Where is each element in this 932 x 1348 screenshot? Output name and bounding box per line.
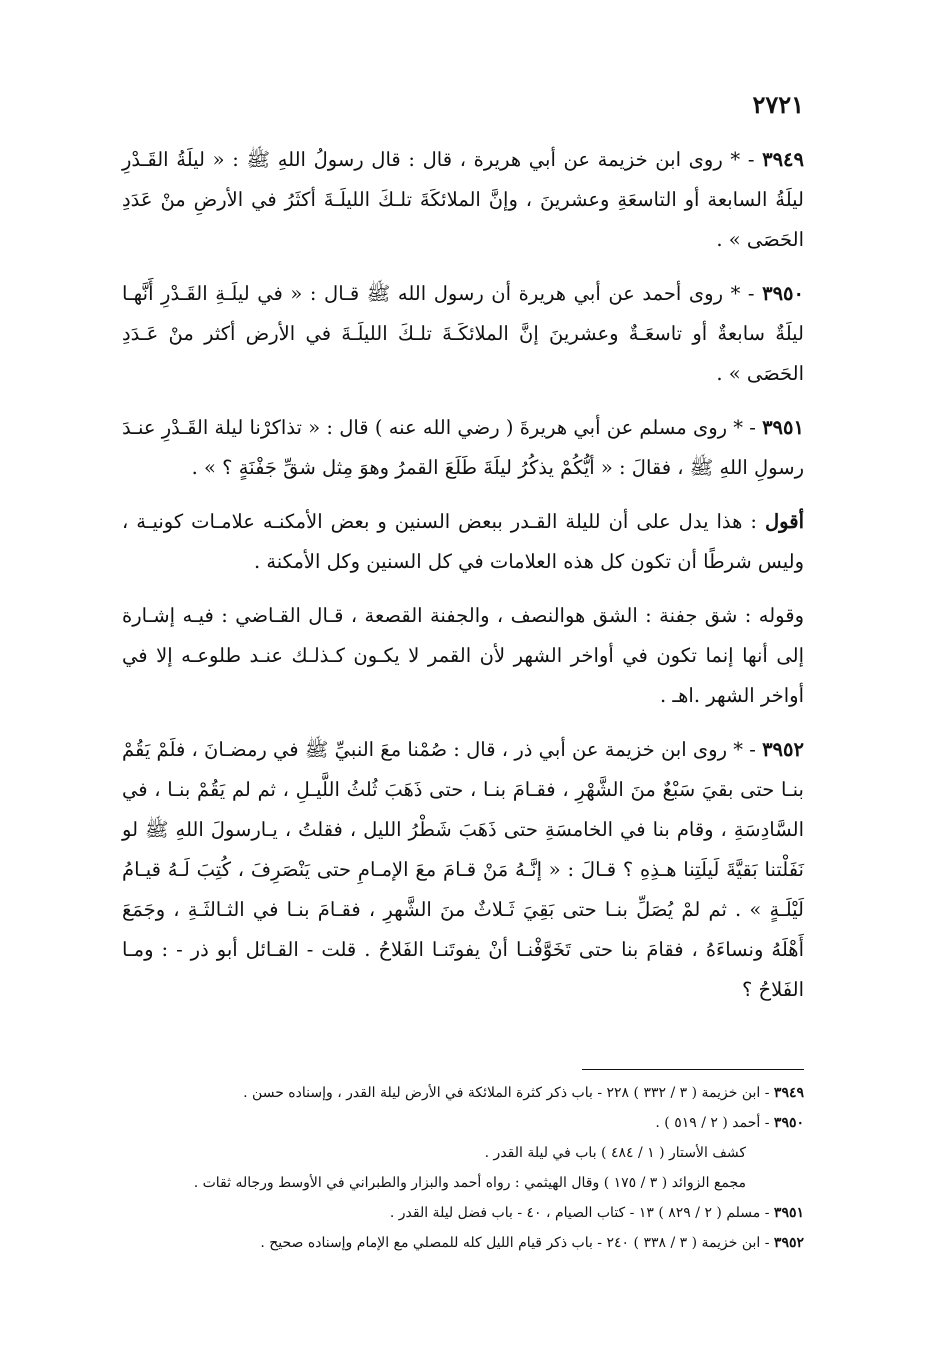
hadith-number: ٣٩٥٢ xyxy=(762,738,804,761)
hadith-3951 xyxy=(122,408,804,488)
hadith-text: - * روى مسلم عن أبي هريرةَ ( رضي الله عنه ) قال : « تذاكرْنا ليلة القَـدْرِ عنـدَ رسولِ اللهِ ﷺ ، فقالَ : « أيُّكُمْ يذكُرُ ليلَةَ طَلَعَ القمرُ وهوَ مِثل شقِّ جَفْنَةٍ ؟ » . xyxy=(122,416,804,479)
footnote-3951 xyxy=(122,1198,804,1228)
footnote-3952 xyxy=(122,1228,804,1258)
footnote-text: - أحمد ( ٢ / ٥١٩ ) . xyxy=(655,1115,770,1131)
commentary-lead: أقول xyxy=(765,510,804,533)
footnote-number: ٣٩٥٢ xyxy=(773,1235,804,1251)
hadith-3950 xyxy=(122,274,804,394)
hadith-text: - * روى أحمد عن أبي هريرة أن رسول الله ﷺ قـال : « في ليلَـةِ القَـدْرِ أَنَّهـا ليلَةٌ سابعةٌ أو تاسعَـةٌ وعشرينَ إنَّ الملائكَـةَ تلـكَ الليلَـةَ في الأرض أكثر منْ عَـدَدِ الحَصَى » . xyxy=(122,282,804,385)
hadith-text: - * روى ابن خزيمة عن أبي ذر ، قال : صُمْنا معَ النبيِّ ﷺ في رمضـانَ ، فلَمْ يَقُمْ بنـا حتى بقيَ سَبْعٌ منَ الشَّهْرِ ، فقـامَ بنـا ، حتى ذَهَبَ ثُلثُ اللَّيـلِ ، ثم لم يَقُمْ بنـا ، في السَّادِسَةِ ، وقام بنا في الخامسَةِ حتى ذَهَبَ شَطْرُ الليل ، فقلتُ ، يـارسولَ اللهِ ﷺ لو نَفَلْتنا بَقيَّةَ لَيلَتِنا هـذِهِ ؟ قـالَ : « إنَّـهُ مَنْ قـامَ معَ الإمـامِ حتى يَنْصَرِفَ ، كُتِبَ لَـهُ قيـامُ لَيْلَـةٍ » . ثم لمْ يُصَلِّ بنـا حتى بَقِيَ ثَـلاثٌ منَ الشَّهرِ ، فقـامَ بنـا في الثـالثَـةِ ، وجَمَعَ أَهْلَهُ ونساءَهُ ، فقامَ بنا حتى تَخَوَّفْنـا أنْ يفوتَنـا الفَلاحُ . قلت - القـائل أبو ذر - : ومـا الفَلاحُ ؟ xyxy=(122,738,804,1001)
footnote-text: - مسلم ( ٢ / ٨٢٩ ) ١٣ - كتاب الصيام ، ٤٠ - باب فضل ليلة القدر . xyxy=(389,1205,770,1221)
hadith-number: ٣٩٥٠ xyxy=(762,282,804,305)
footnotes xyxy=(122,1078,804,1258)
footnote-number: ٣٩٥٠ xyxy=(773,1115,804,1131)
footnote-number: ٣٩٥١ xyxy=(773,1205,804,1221)
footnote-number: ٣٩٤٩ xyxy=(773,1085,804,1101)
footnote-text: مجمع الزوائد ( ٣ / ١٧٥ ) وقال الهيثمي : رواه أحمد والبزار والطبراني في الأوسط ورجاله ثقات . xyxy=(193,1175,746,1191)
footnote-continuation xyxy=(122,1138,804,1168)
commentary-text: : هذا يدل على أن لليلة القـدر ببعض السنين و بعض الأمكنـه علامـات كونيـة ، وليس شرطًا أن تكون كل هذه العلامات في كل السنين وكل الأمكنة . xyxy=(122,510,804,573)
footnote-text: - ابن خزيمة ( ٣ / ٣٣٨ ) ٢٤٠ - باب ذكر قيام الليل كله للمصلي مع الإمام وإسناده صحيح . xyxy=(260,1235,770,1251)
hadith-3952 xyxy=(122,730,804,1010)
footnote-text: - ابن خزيمة ( ٣ / ٣٣٢ ) ٢٢٨ - باب ذكر كثرة الملائكة في الأرض ليلة القدر ، وإسناده حسن . xyxy=(243,1085,770,1101)
footnote-continuation xyxy=(122,1168,804,1198)
explanation-paragraph xyxy=(122,596,804,716)
page-number: ٢٧٢١ xyxy=(752,90,804,119)
footnote-text: كشف الأستار ( ١ / ٤٨٤ ) باب في ليلة القدر . xyxy=(484,1145,746,1161)
hadith-text: - * روى ابن خزيمة عن أبي هريرة ، قال : قال رسولُ اللهِ ﷺ : « ليلَةُ القَـدْرِ ليلَةُ السابعة أو التاسعَةِ وعشرينَ ، وإنَّ الملائكَةَ تلـكَ الليلَـةَ أكثَرُ في الأرضِ منْ عَدَدِ الحَصَى » . xyxy=(122,148,804,251)
explanation-text: وقوله : شق جفنة : الشق هوالنصف ، والجفنة القصعة ، قـال القـاضي : فيـه إشـارة إلى أنها إنما تكون في أواخر الشهر لأن القمر لا يكـون كـذلـك عنـد طلوعـه إلا في أواخر الشهر .اهـ . xyxy=(122,604,804,707)
footnote-separator xyxy=(582,1069,804,1070)
footnote-3950 xyxy=(122,1108,804,1138)
commentary-paragraph xyxy=(122,502,804,582)
hadith-number: ٣٩٤٩ xyxy=(762,148,805,171)
main-text xyxy=(122,140,804,1010)
hadith-number: ٣٩٥١ xyxy=(762,416,804,439)
footnote-3949 xyxy=(122,1078,804,1108)
hadith-3949 xyxy=(122,140,804,260)
